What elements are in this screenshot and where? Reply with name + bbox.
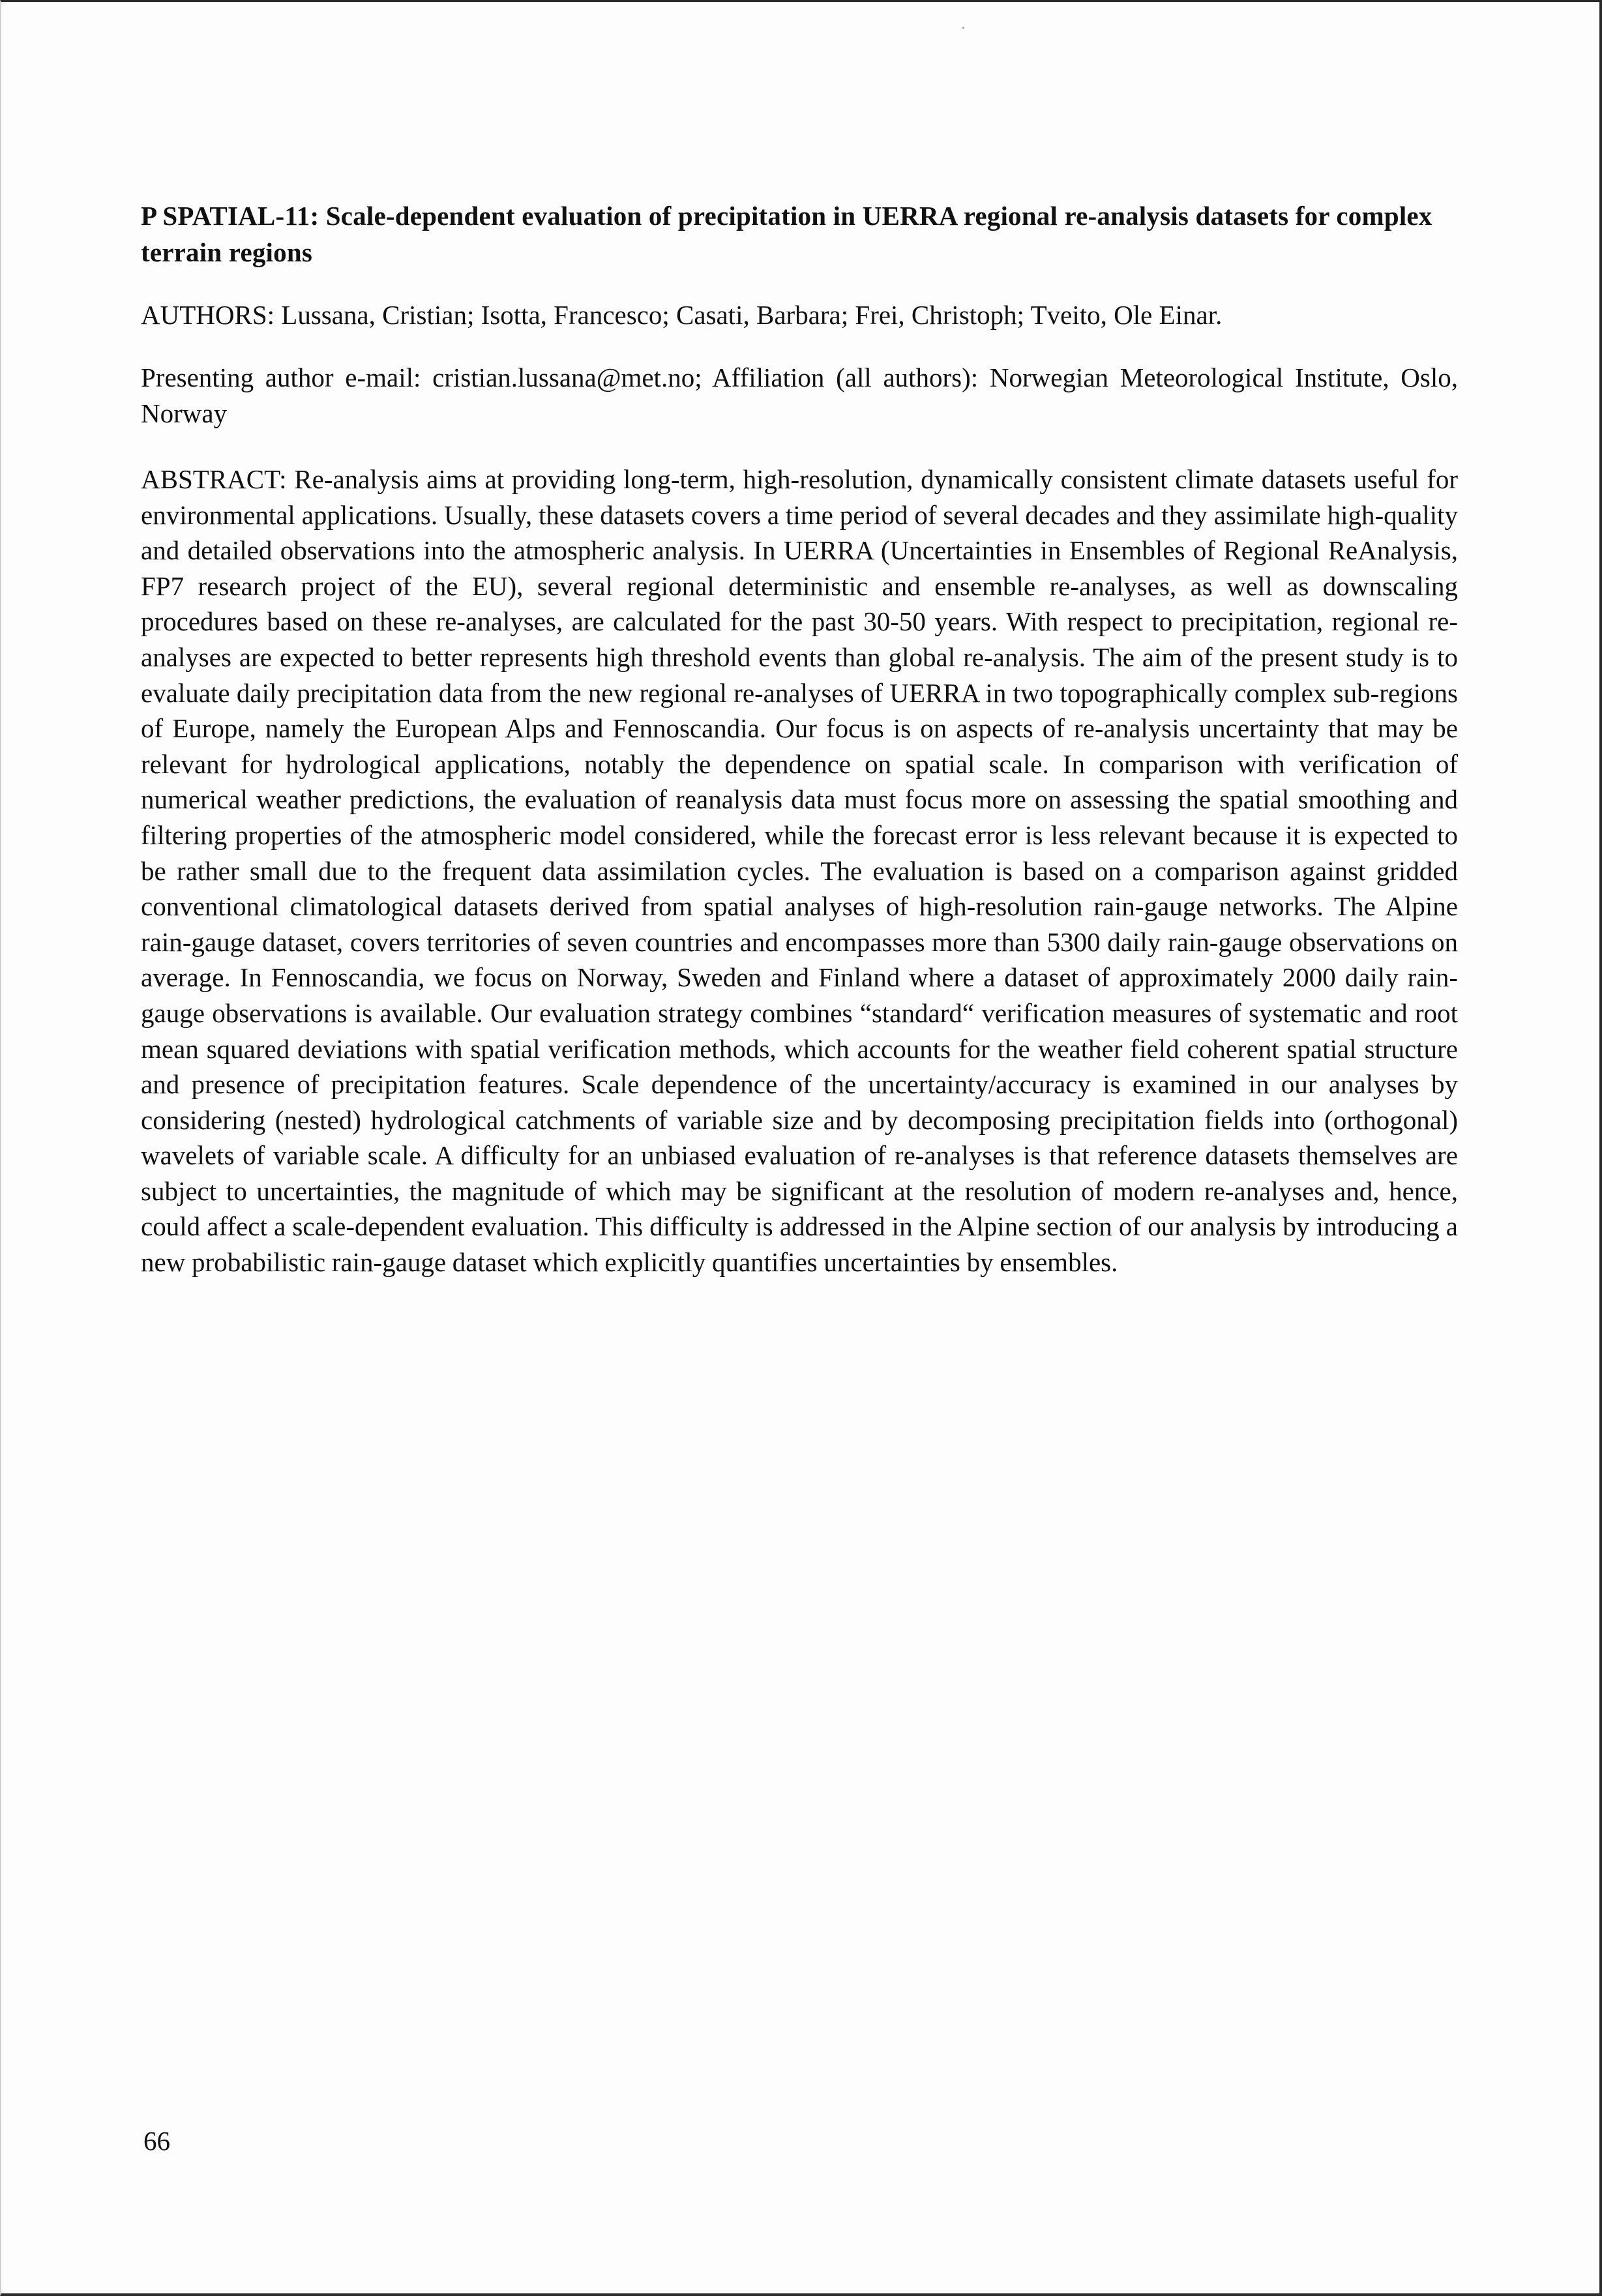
scan-artifact [962,27,964,29]
page-number: 66 [143,2126,170,2156]
abstract-block [141,198,1458,1280]
abstract-title: P SPATIAL-11: Scale-dependent evaluation of precipitation in UERRA regional re-analysis datasets for complex terrain regions [141,201,1432,267]
abstract-text: ABSTRACT: Re-analysis aims at providing long-term, high-resolution, dynamically consistent climate datasets useful for environmental applications. Usually, these datasets covers a time period of several decades and they assimilate high-quality and detailed observations into the atmospheric analysis. In UERRA (Uncertainties in Ensembles of Regional ReAnalysis, FP7 research project of the EU), several regional deterministic and ensemble re-analyses, as well as downscaling procedures based on these re-analyses, are calculated for the past 30-50 years. With respect to precipitation, regional re-analyses are expected to better represents high threshold events than global re-analysis. The aim of the present study is to evaluate daily precipitation data from the new regional re-analyses of UERRA in two topographically complex sub-regions of Europe, namely the European Alps and Fennoscandia. Our focus is on aspects of re-analysis uncertainty that may be relevant for hydrological applications, notably the dependence on spatial scale. In comparison with verification of numerical weather predictions, the evaluation of reanalysis data must focus more on assessing the spatial smoothing and filtering properties of the atmospheric model considered, while the forecast error is less relevant because it is expected to be rather small due to the frequent data assimilation cycles. The evaluation is based on a comparison against gridded conventional climatological datasets derived from spatial analyses of high-resolution rain-gauge networks. The Alpine rain-gauge dataset, covers territories of seven countries and encompasses more than 5300 daily rain-gauge observations on average. In Fennoscandia, we focus on Norway, Sweden and Finland where a dataset of approximately 2000 daily rain-gauge observations is available. Our evaluation strategy combines “standard“ verification measures of systematic and root mean squared deviations with spatial verification methods, which accounts for the weather field coherent spatial structure and presence of precipitation features. Scale dependence of the uncertainty/accuracy is examined in our analyses by considering (nested) hydrological catchments of variable size and by decomposing precipitation fields into (orthogonal) wavelets of variable scale. A difficulty for an unbiased evaluation of re-analyses is that reference datasets themselves are subject to uncertainties, the magnitude of which may be significant at the resolution of modern re-analyses and, hence, could affect a scale-dependent evaluation. This difficulty is addressed in the Alpine section of our analysis by introducing a new probabilistic rain-gauge dataset which explicitly quantifies uncertainties by ensembles. [141,464,1458,1278]
presenting-author-affiliation: Presenting author e-mail: cristian.lussana@met.no; Affiliation (all authors): Norwegian Meteorological Institute, Oslo, Norway [141,362,1458,428]
authors-line: AUTHORS: Lussana, Cristian; Isotta, Francesco; Casati, Barbara; Frei, Christoph; Tveito, Ole Einar. [141,300,1223,330]
